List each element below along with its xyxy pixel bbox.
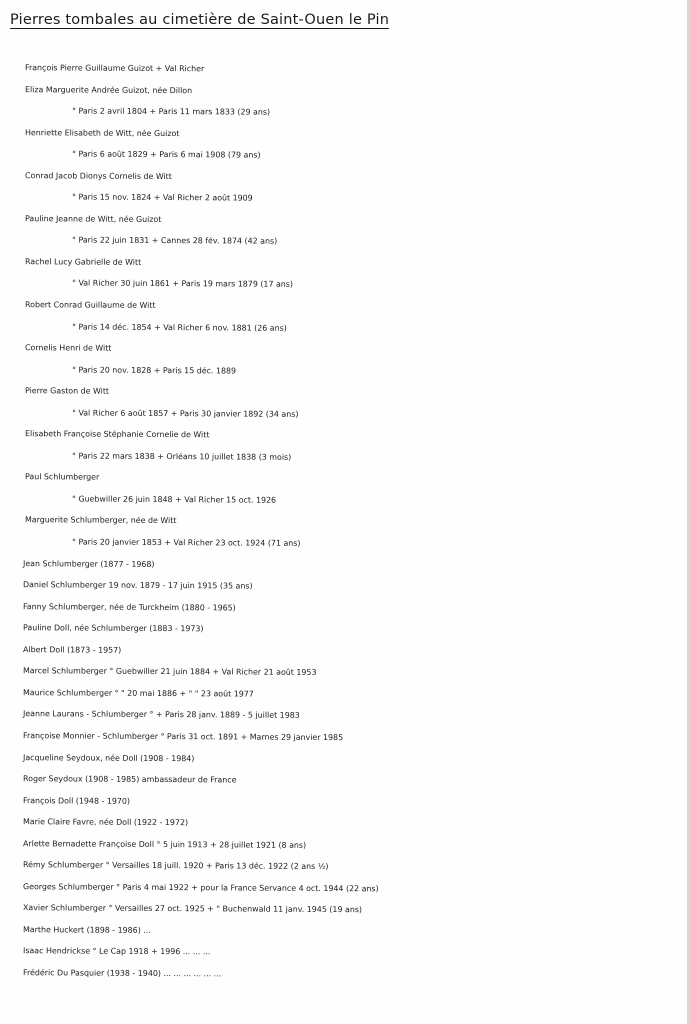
- name-line: Henriette Elisabeth de Witt, née Guizot: [24, 127, 180, 138]
- name-line: Françoise Monnier - Schlumberger ° Paris 31 oct. 1891 + Marnes 29 janvier 1985: [22, 731, 344, 743]
- name-line: Georges Schlumberger ° Paris 4 mai 1922 + pour la France Servance 4 oct. 1944 (22 ans): [22, 881, 379, 894]
- name-line: Roger Seydoux (1908 - 1985) ambassadeur de France: [22, 774, 237, 785]
- name-line: Eliza Marguerite Andrée Guizot, née Dillon: [24, 84, 193, 95]
- name-line: Jacqueline Seydoux, née Doll (1908 - 1984): [22, 752, 195, 763]
- name-line: Paul Schlumberger: [24, 472, 100, 482]
- name-line: Marie Claire Favre, née Doll (1922 - 1972): [22, 817, 189, 828]
- name-line: François Doll (1948 - 1970): [22, 795, 131, 806]
- dates-line: ° Paris 15 nov. 1824 + Val Richer 2 août 1909: [71, 192, 253, 203]
- dates-line: ° Paris 22 mars 1838 + Orléans 10 juillet 1838 (3 mois): [71, 451, 292, 462]
- name-line: Frédéric Du Pasquier (1938 - 1940) ... ... ... ... ... ...: [22, 968, 222, 979]
- dates-line: ° Paris 14 déc. 1854 + Val Richer 6 nov. 1881 (26 ans): [71, 322, 287, 333]
- name-line: Marguerite Schlumberger, née de Witt: [24, 515, 177, 526]
- dates-line: ° Paris 6 août 1829 + Paris 6 mai 1908 (79 ans): [71, 149, 261, 160]
- name-line: Xavier Schlumberger ° Versailles 27 oct. 1925 + " Buchenwald 11 janv. 1945 (19 ans): [22, 903, 363, 915]
- dates-line: ° Val Richer 30 juin 1861 + Paris 19 mars 1879 (17 ans): [71, 278, 294, 290]
- name-line: Conrad Jacob Dionys Cornelis de Witt: [24, 170, 172, 181]
- name-line: Pierre Gaston de Witt: [24, 386, 110, 396]
- name-line: Marcel Schlumberger ° Guebwiller 21 juin 1884 + Val Richer 21 août 1953: [22, 666, 317, 678]
- name-line: Arlette Bernadette Françoise Doll ° 5 juin 1913 + 28 juillet 1921 (8 ans): [22, 838, 307, 850]
- dates-line: ° Guebwiller 26 juin 1848 + Val Richer 15 oct. 1926: [71, 494, 277, 505]
- name-line: Pauline Doll, née Schlumberger (1883 - 1973): [22, 623, 204, 634]
- name-line: Maurice Schlumberger ° " 20 mai 1886 + " " 23 août 1977: [22, 687, 254, 699]
- name-line: Fanny Schlumberger, née de Turckheim (1880 - 1965): [22, 601, 236, 613]
- dates-line: ° Paris 22 juin 1831 + Cannes 28 fév. 1874 (42 ans): [71, 235, 278, 247]
- name-line: François Pierre Guillaume Guizot + Val Richer: [24, 63, 205, 74]
- tombstone-list: [0, 57, 689, 984]
- name-line: Cornelis Henri de Witt: [24, 343, 112, 353]
- name-line: Jean Schlumberger (1877 - 1968): [22, 558, 155, 569]
- name-line: Isaac Hendrickse ° Le Cap 1918 + 1996 ... ... ...: [22, 946, 211, 957]
- name-line: Robert Conrad Guillaume de Witt: [24, 300, 156, 310]
- dates-line: ° Val Richer 6 août 1857 + Paris 30 janvier 1892 (34 ans): [71, 408, 299, 419]
- name-line: Jeanne Laurans - Schlumberger ° + Paris 28 janv. 1889 - 5 juillet 1983: [22, 709, 300, 721]
- name-line: Marthe Huckert (1898 - 1986) ...: [22, 925, 151, 935]
- name-line: Elisabeth Françoise Stéphanie Cornelie de Witt: [24, 429, 210, 440]
- name-line: Albert Doll (1873 - 1957): [22, 644, 122, 655]
- page-title: Pierres tombales au cimetière de Saint-Ouen le Pin: [10, 12, 390, 28]
- name-line: Pauline Jeanne de Witt, née Guizot: [24, 213, 162, 224]
- name-line: Rachel Lucy Gabrielle de Witt: [24, 257, 142, 267]
- name-line: Daniel Schlumberger 19 nov. 1879 - 17 juin 1915 (35 ans): [22, 580, 253, 591]
- dates-line: ° Paris 20 nov. 1828 + Paris 15 déc. 1889: [71, 365, 237, 376]
- dates-line: ° Paris 2 avril 1804 + Paris 11 mars 1833 (29 ans): [71, 106, 271, 117]
- name-line: Rémy Schlumberger ° Versailles 18 juill. 1920 + Paris 13 déc. 1922 (2 ans ½): [22, 860, 329, 872]
- dates-line: ° Paris 20 janvier 1853 + Val Richer 23 oct. 1924 (71 ans): [71, 537, 301, 548]
